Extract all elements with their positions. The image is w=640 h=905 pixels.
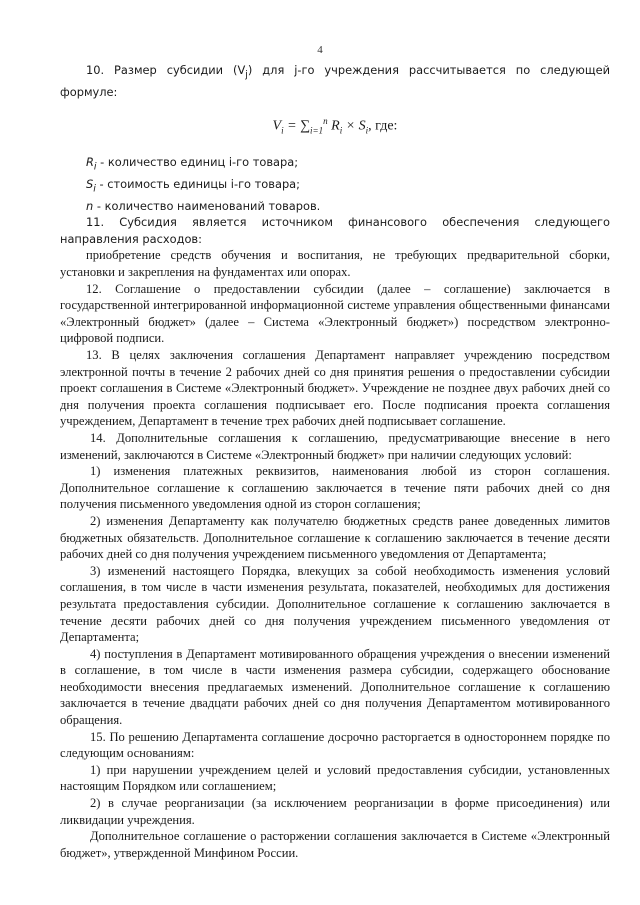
paragraph-14-4: 4) поступления в Департамент мотивированного обращения учреждения о внесении изменений в соглашение, в том числе в части изменения размера субсидии, содержащего обоснование необходимости внесения предлагаемых изменений. Дополнительное соглашение к соглашению заключается в течение двадцати рабочих дней со дня получения Департаментом мотивированного обращения. [60,646,610,728]
page-number: 4 [317,44,323,56]
paragraph-11-item: приобретение средств обучения и воспитания, не требующих предварительной сборки, установки и закрепления на фундаментах или опорах. [60,248,610,280]
subsidy-formula: $V_i = \sum_{i=1}^n$ $R_i \times S_i$, где: [272,116,398,136]
paragraph-11: 11. Субсидия является источником финансового обеспечения следующего направления расходов: [60,215,610,246]
paragraph-14-2: 2) изменения Департаменту как получателю бюджетных средств ранее доведенных лимитов бюджетных обязательств. Дополнительное соглашение к соглашению заключается в течение десяти рабочих дней со дня получения учреждением письменного уведомления от Департамента; [60,513,610,562]
document-body [60,40,610,861]
variable-s: $S_i$ - стоимость единицы i-го товара; [86,176,300,195]
paragraph-15-1: 1) при нарушении учреждением целей и условий предоставления субсидии, установленных настоящим Порядком или соглашением; [60,762,610,794]
paragraph-14-3: 3) изменений настоящего Порядка, влекущих за собой необходимость изменения условий соглашения, в том числе в части изменения результата, показателей, необходимых для достижения результата предоставления субсидии. Дополнительное соглашение к соглашению заключается в течение десяти рабочих дней со дня получения учреждением письменного уведомления от Департамента; [60,563,610,645]
paragraph-10: 10. Размер субсидии $(V_j)$ для j-го учреждения рассчитывается по следующей формуле: [60,63,610,99]
variable-n: n - количество наименований товаров. [86,198,321,213]
paragraph-14: 14. Дополнительные соглашения к соглашению, предусматривающие внесение в него изменений, заключаются в Системе «Электронный бюджет» при наличии следующих условий: [60,430,610,462]
paragraph-12: 12. Соглашение о предоставлении субсидии (далее – соглашение) заключается в государственной интегрированной информационной системе управления общественными финансами «Электронный бюджет» (далее – Система «Электронный бюджет») посредством электронно-цифровой подписи. [60,281,610,346]
paragraph-15-closing: Дополнительное соглашение о расторжении соглашения заключается в Системе «Электронный бюджет», утвержденной Минфином России. [60,829,610,860]
variable-r: $R_i$ - количество единиц i-го товара; [86,154,299,173]
paragraph-15: 15. По решению Департамента соглашение досрочно расторгается в одностороннем порядке по следующим основаниям: [60,729,610,761]
paragraph-13: 13. В целях заключения соглашения Департамент направляет учреждению посредством электронной почты в течение 2 рабочих дней со дня принятия решения о предоставлении субсидии проект соглашения в Системе «Электронный бюджет». Учреждение не позднее двух рабочих дней со дня получения проекта соглашения подписывает его. После подписания проекта соглашения учреждением, Департамент в течение трех рабочих дней подписывает соглашение. [60,348,610,429]
paragraph-15-2: 2) в случае реорганизации (за исключением реорганизации в форме присоединения) или ликвидации учреждения. [60,796,610,827]
paragraph-14-1: 1) изменения платежных реквизитов, наименования любой из сторон соглашения. Дополнительное соглашение к соглашению заключается в течение пяти рабочих дней со дня получения письменного уведомления одной из сторон соглашения; [60,464,610,512]
